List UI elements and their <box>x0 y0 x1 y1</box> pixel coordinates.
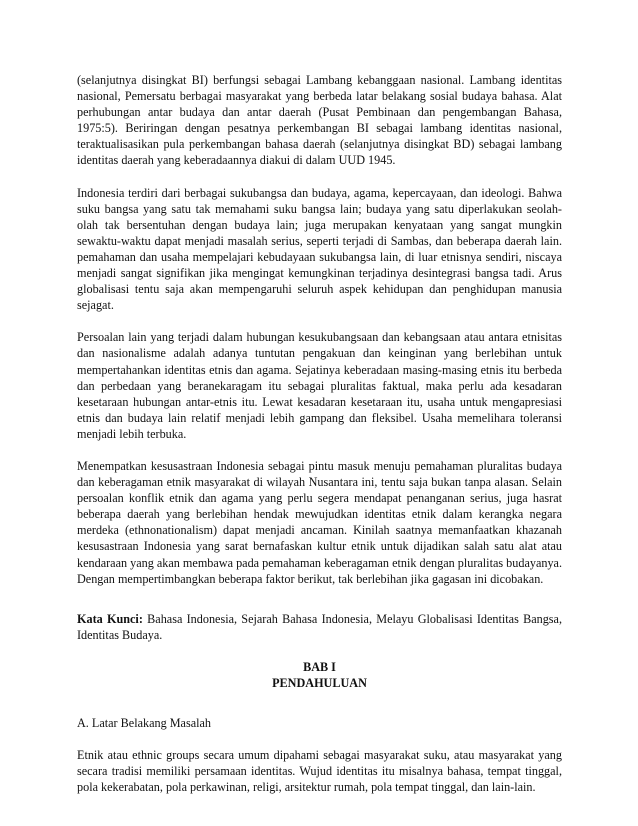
keywords-text: Bahasa Indonesia, Sejarah Bahasa Indonesia, Melayu Globalisasi Identitas Bangsa, Identitas Budaya. <box>77 611 562 642</box>
paragraph-literature: Menempatkan kesusastraan Indonesia sebagai pintu masuk menuju pemahaman pluralitas budaya dan keberagaman etnik masyarakat di wilayah Nusantara ini, tentu saja bukan tanpa alasan. Selain persoalan konflik etnik dan agama yang perlu segera mendapat penanganan serius, juga hasrat beberapa daerah yang berlebihan hendak mewujudkan identitas etnik dalam kerangka negara merdeka (ethnonationalism) dapat menjadi ancaman. Kinilah saatnya memanfaatkan khazanah kesusastraan Indonesia yang sarat bernafaskan kultur etnik untuk dijadikan salah satu alat atau kendaraan yang akan membawa pada pemahaman keberagaman etnik dengan pluralitas budayanya. Dengan mempertimbangkan beberapa faktor berikut, tak berlebihan jika gagasan ini dicobakan. <box>77 458 562 586</box>
paragraph-ethnic-groups: Etnik atau ethnic groups secara umum dipahami sebagai masyarakat suku, atau masyarakat yang secara tradisi memiliki persamaan identitas. Wujud identitas itu misalnya bahasa, tempat tinggal, pola kekerabatan, pola perkawinan, religi, arsitektur rumah, pola tempat tinggal, dan lain-lain. <box>77 748 562 795</box>
paragraph-national-language: (selanjutnya disingkat BI) berfungsi sebagai Lambang kebanggaan nasional. Lambang identitas nasional, Pemersatu berbagai masyarakat yang berbeda latar belakang sosial budaya bahasa. Alat perhubungan antar budaya dan antar daerah (Pusat Pembinaan dan pengembangan Bahasa, 1975:5). Beriringan dengan pesatnya perkembangan BI sebagai lambang identitas nasional, teraktualisasikan pula perkembangan bahasa daerah (selanjutnya disingkat BD) sebagai lambang identitas daerah yang keberadaannya diakui di dalam UUD 1945. <box>77 73 562 168</box>
chapter-number: BAB I <box>303 659 336 674</box>
keywords-label: Kata Kunci: <box>77 611 143 626</box>
chapter-title: PENDAHULUAN <box>272 676 367 690</box>
section-heading: A. Latar Belakang Masalah <box>77 716 212 731</box>
document-page <box>77 72 562 795</box>
paragraph-ethnic-relations: Persoalan lain yang terjadi dalam hubungan kesukubangsaan dan kebangsaan atau antara etnisitas dan nasionalisme adalah adanya tuntutan pengakuan dan keinginan yang berlebihan untuk mempertahankan identitas etnis dan agama. Sejatinya keberadaan masing-masing etnis itu berbeda dan perbedaan yang beranekaragam itu sebagai pluralitas faktual, maka perlu ada kesadaran kesetaraan hubungan antar-etnis itu. Lewat kesadaran kesetaraan itu, usaha untuk mengapresiasi etnis dan budaya lain relatif menjadi lebih gampang dan fleksibel. Usaha memelihara toleransi menjadi lebih terbuka. <box>77 330 562 441</box>
paragraph-indonesia-diversity: Indonesia terdiri dari berbagai sukubangsa dan budaya, agama, kepercayaan, dan ideologi. Bahwa suku bangsa yang satu tak memahami suku bangsa lain; budaya yang satu diperlakukan seolah-olah tak bersentuhan dengan budaya lain; juga merupakan kenyataan yang sangat mungkin sewaktu-waktu dapat menjadi masalah serius, seperti terjadi di Sambas, dan beberapa daerah lain. pemahaman dan usaha mempelajari kebudayaan sukubangsa lain, di luar etnisnya sendiri, niscaya menjadi sangat signifikan jika mengingat kemungkinan terjadinya desintegrasi bangsa tadi. Arus globalisasi tentu saja akan mempengaruhi seluruh aspek kehidupan dan penghidupan manusia sejagat. <box>77 185 562 313</box>
keywords <box>77 611 562 643</box>
